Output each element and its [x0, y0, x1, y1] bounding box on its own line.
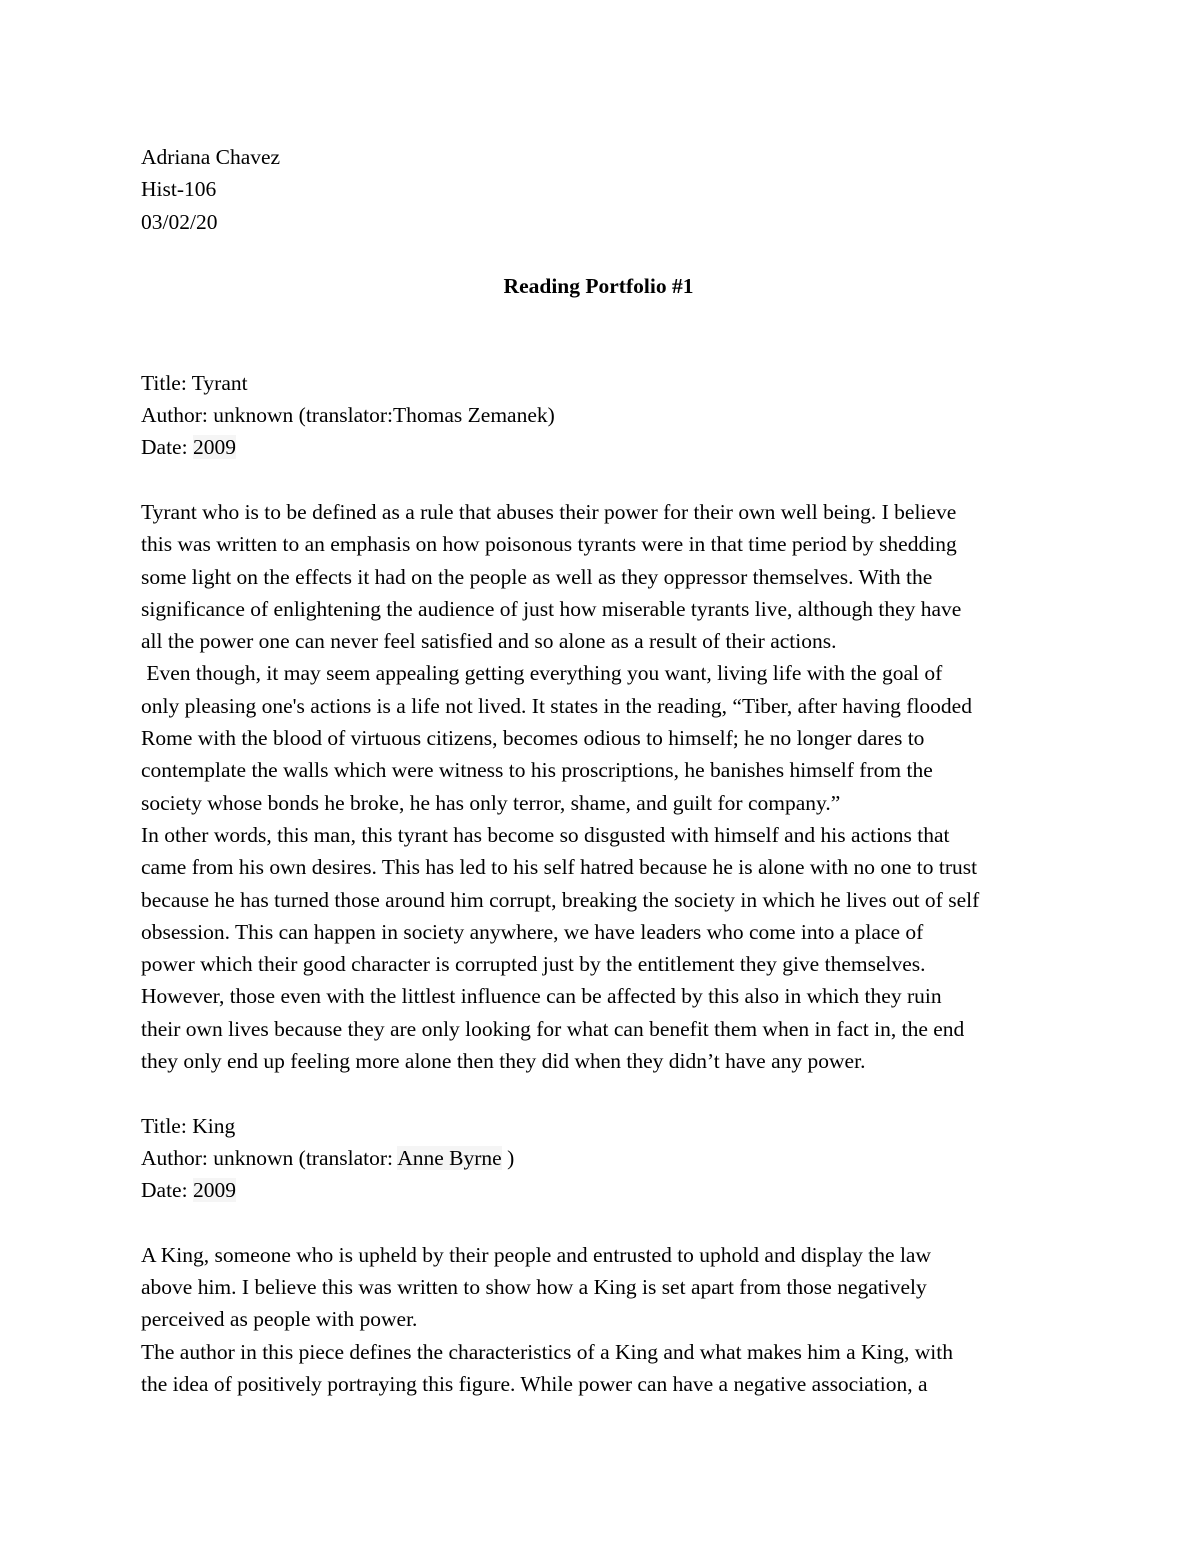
- date-value: 2009: [192, 435, 236, 460]
- reading-section-tyrant: [141, 367, 1066, 1078]
- date-value: 2009: [192, 1178, 236, 1203]
- body-line: obsession. This can happen in society anywhere, we have leaders who come into a place of: [141, 919, 924, 944]
- body-line: some light on the effects it had on the people as well as they oppressor themselves. With the: [141, 564, 933, 589]
- reading-section-king: [141, 1110, 1066, 1401]
- document-content: [141, 141, 1066, 1400]
- section-title: Title: Tyrant: [141, 370, 248, 395]
- author-suffix: ): [501, 1145, 515, 1170]
- author-prefix: Author: unknown (translator:: [141, 403, 393, 428]
- body-line: A King, someone who is upheld by their people and entrusted to uphold and display the law: [141, 1242, 931, 1267]
- body-line: only pleasing one's actions is a life not lived. It states in the reading, “Tiber, after having flooded: [141, 693, 972, 718]
- body-line: this was written to an emphasis on how poisonous tyrants were in that time period by shedding: [141, 532, 957, 557]
- author-prefix: Author: unknown (translator:: [141, 1145, 398, 1170]
- body-line: because he has turned those around him corrupt, breaking the society in which he lives out of self: [141, 887, 980, 912]
- body-line: perceived as people with power.: [141, 1307, 418, 1332]
- body-line: Rome with the blood of virtuous citizens, becomes odious to himself; he no longer dares to: [141, 726, 925, 751]
- section-date: [141, 431, 1066, 463]
- body-line: Tyrant who is to be defined as a rule that abuses their power for their own well being. I believe: [141, 499, 957, 524]
- body-line: the idea of positively portraying this figure. While power can have a negative association, a: [141, 1371, 928, 1396]
- author-suffix: ): [547, 403, 555, 428]
- spacer: [141, 464, 1066, 496]
- body-line: In other words, this man, this tyrant has become so disgusted with himself and his actions that: [141, 822, 950, 847]
- body-line: Even though, it may seem appealing getting everything you want, living life with the goal of: [141, 661, 943, 686]
- body-line: above him. I believe this was written to show how a King is set apart from those negatively: [141, 1275, 927, 1300]
- section-body: [141, 1239, 1066, 1400]
- body-line: society whose bonds he broke, he has only terror, shame, and guilt for company.”: [141, 790, 841, 815]
- body-line: significance of enlightening the audience of just how miserable tyrants live, although they have: [141, 596, 962, 621]
- body-line: The author in this piece defines the characteristics of a King and what makes him a King, with: [141, 1339, 953, 1364]
- section-author: [141, 399, 1066, 431]
- translator-name: Thomas Zemanek: [393, 403, 548, 428]
- date-prefix: Date:: [141, 1178, 193, 1203]
- body-line: came from his own desires. This has led to his self hatred because he is alone with no one to trust: [141, 855, 978, 880]
- body-line: However, those even with the littlest influence can be affected by this also in which they ruin: [141, 984, 942, 1009]
- submission-date: 03/02/20: [141, 209, 218, 234]
- section-date: [141, 1174, 1066, 1206]
- spacer: [141, 1077, 1066, 1109]
- course-code: Hist-106: [141, 177, 217, 202]
- body-line: they only end up feeling more alone then they did when they didn’t have any power.: [141, 1049, 866, 1074]
- document-title: Reading Portfolio #1: [503, 273, 694, 298]
- body-line: all the power one can never feel satisfied and so alone as a result of their actions.: [141, 629, 837, 654]
- section-title: Title: King: [141, 1113, 236, 1138]
- body-line: power which their good character is corrupted just by the entitlement they give themselves.: [141, 952, 926, 977]
- section-author: [141, 1142, 1066, 1174]
- translator-name: Anne Byrne: [397, 1145, 502, 1170]
- body-line: contemplate the walls which were witness to his proscriptions, he banishes himself from the: [141, 758, 933, 783]
- date-prefix: Date:: [141, 435, 193, 460]
- spacer: [141, 302, 1066, 334]
- body-line: their own lives because they are only looking for what can benefit them when in fact in, the end: [141, 1016, 965, 1041]
- author-name: Adriana Chavez: [141, 145, 281, 169]
- spacer: [141, 1207, 1066, 1239]
- spacer: [141, 334, 1066, 366]
- section-body: [141, 496, 1066, 1077]
